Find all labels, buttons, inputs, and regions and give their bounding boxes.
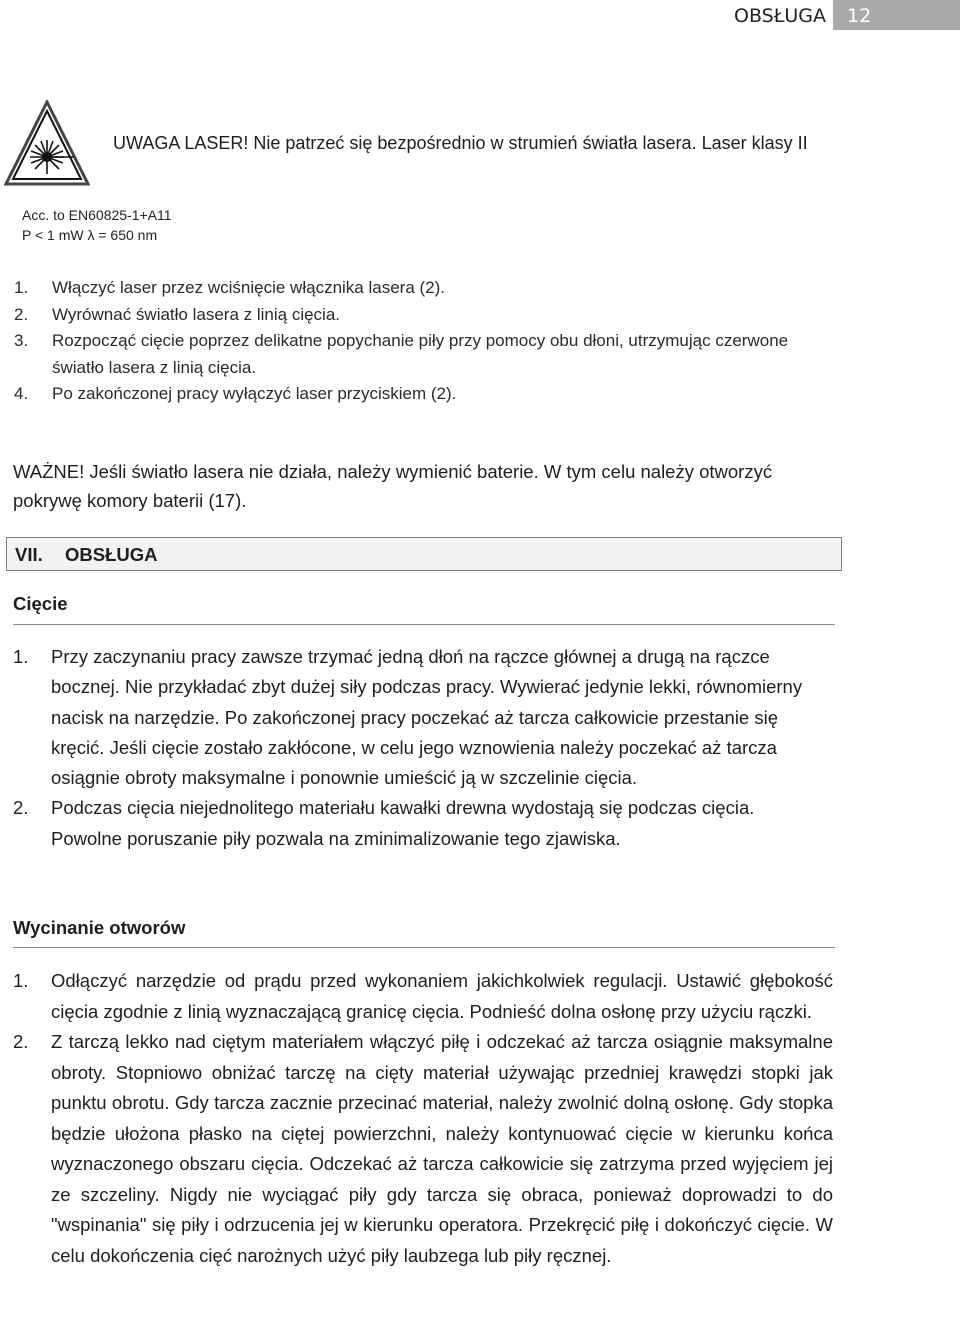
list-text: Wyrównać światło lasera z linią cięcia. [52,304,341,324]
list-text: Odłączyć narzędzie od prądu przed wykonaniem jakichkolwiek regulacji. Ustawić głębokość cięcia zgodnie z linią wyznaczającą granicę cięcia. Podnieść dolna osłonę przy użyciu rączki. [51,970,833,1022]
subheading-cutting: Cięcie [13,593,68,614]
list-number: 2. [13,1031,29,1052]
list-text: Po zakończonej pracy wyłączyć laser przyciskiem (2). [52,384,457,403]
list-number: 1. [14,278,29,297]
list-number: 2. [13,797,29,819]
list-item [14,328,834,381]
list-item [13,642,813,793]
list-text: Rozpocząć cięcie poprzez delikatne popychanie piły przy pomocy obu dłoni, utrzymując czerwone światło lasera z linią cięcia. [52,331,789,377]
list-number: 1. [13,646,29,667]
list-item [13,793,813,854]
list-text: Z tarczą lekko nad ciętym materiałem włączyć piłę i odczekać aż tarcza osiągnie maksymalne obroty. Stopniowo obniżać tarczę na cięty materiał używając przedniej krawędzi stopki jak punktu obrotu. Gdy tarcza zacznie przecinać materiał, należy zwolnić dolną osłonę. Gdy stopka będzie ułożona płasko na ciętej powierzchni, należy kontynuować cięcie w kierunku końca wyznaczonego obszaru cięcia. Odczekać aż tarcza całkowicie się zatrzyma przed wyjęciem jej ze szczeliny. Nigdy nie wyciągać piły gdy tarcza się obraca, ponieważ doprowadzi to do "wspinania" się piły i odrzucenia jej w kierunku operatora. Przekręcić piłę i dokończyć cięcie. W celu dokończenia cięć narożnych użyć piły laubzega lub piły ręcznej. [51,1031,833,1266]
list-number: 1. [13,970,29,991]
laser-warning-text: UWAGA LASER! Nie patrzeć się bezpośrednio w strumień światła lasera. Laser klasy II [113,133,808,153]
laser-spec-standard: Acc. to EN60825-1+A11 [22,207,172,223]
list-number: 3. [14,331,29,350]
section-number: VII. [15,544,43,565]
section-title: OBSŁUGA [65,544,158,565]
section-heading [6,537,842,571]
list-number: 2. [14,304,29,324]
list-text: Włączyć laser przez wciśnięcie włącznika lasera (2). [52,278,446,297]
page-number: 12 [833,0,960,30]
laser-warning-triangle-icon [4,100,90,188]
laser-spec-power: P < 1 mW λ = 650 nm [22,227,158,243]
divider [13,624,835,625]
list-item [14,381,834,408]
cutting-list [13,642,813,854]
subheading-holes: Wycinanie otworów [13,917,186,938]
list-text: Przy zaczynaniu pracy zawsze trzymać jedną dłoń na rączce głównej a drugą na rączce bocznej. Nie przykładać zbyt dużej siły podczas pracy. Wywierać jedynie lekki, równomierny nacisk na narzędzie. Po zakończonej pracy poczekać aż tarcza całkowicie przestanie się kręcić. Jeśli cięcie zostało zakłócone, w celu jego wznowienia należy poczekać aż tarcza osiągnie obroty maksymalne i ponownie umieścić ją w szczelinie cięcia. [51,646,803,789]
laser-steps-list [14,275,834,408]
important-note: WAŻNE! Jeśli światło lasera nie działa, należy wymienić baterie. W tym celu należy otworzyć pokrywę komory baterii (17). [13,461,773,511]
list-item [13,1027,833,1271]
list-item [14,302,834,329]
list-number: 4. [14,384,29,403]
list-item [14,275,834,302]
list-item [13,966,833,1027]
list-text: Podczas cięcia niejednolitego materiału kawałki drewna wydostają się podczas cięcia. Powolne poruszanie piły pozwala na zminimalizowanie tego zjawiska. [51,797,755,849]
header-section-title: OBSŁUGA [734,5,827,27]
divider [13,947,835,948]
holes-list [13,966,833,1271]
